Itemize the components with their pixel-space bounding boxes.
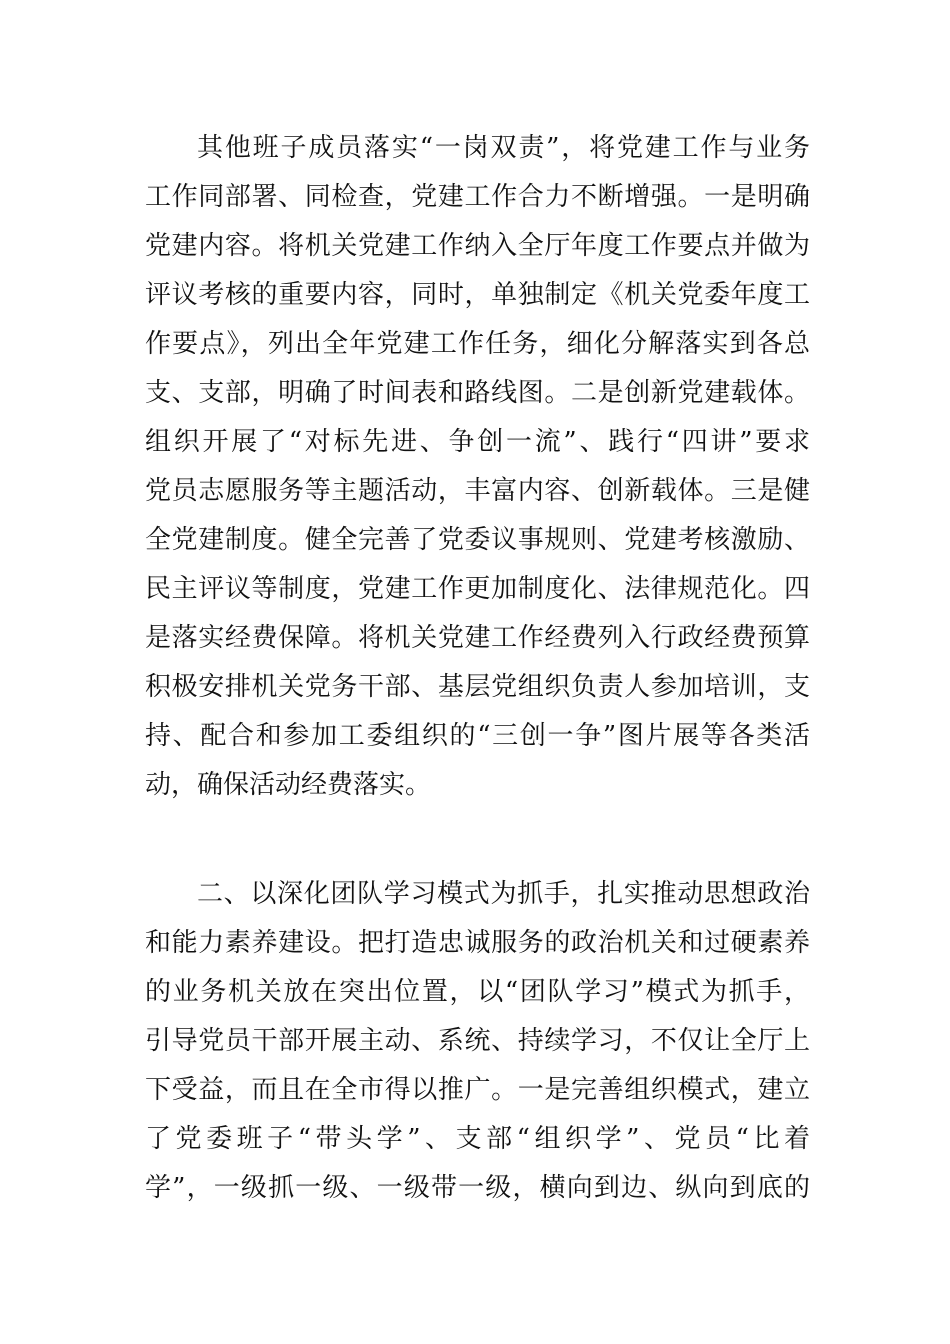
paragraph-line: 党建内容。将机关党建工作纳入全厅年度工作要点并做为: [145, 231, 810, 261]
paragraph-line: 了党委班子“带头学”、支部“组织学”、党员“比着: [145, 1124, 810, 1154]
paragraph-line: 动，确保活动经费落实。: [145, 770, 432, 800]
paragraph-line: 工作同部署、同检查，党建工作合力不断增强。一是明确: [145, 182, 810, 212]
paragraph-line: 积极安排机关党务干部、基层党组织负责人参加培训，支: [145, 672, 810, 702]
paragraph-line: 的业务机关放在突出位置，以“团队学习”模式为抓手，: [145, 977, 810, 1007]
paragraph-line: 全党建制度。健全完善了党委议事规则、党建考核激励、: [145, 525, 810, 555]
paragraph-line: 其他班子成员落实“一岗双责”，将党建工作与业务: [197, 133, 810, 163]
paragraph-line: 引导党员干部开展主动、系统、持续学习，不仅让全厅上: [145, 1026, 810, 1056]
paragraph-line: 组织开展了“对标先进、争创一流”、践行“四讲”要求: [145, 427, 810, 457]
paragraph-line: 民主评议等制度，党建工作更加制度化、法律规范化。四: [145, 574, 810, 604]
paragraph-line: 和能力素养建设。把打造忠诚服务的政治机关和过硬素养: [145, 928, 810, 958]
paragraph-line: 持、配合和参加工委组织的“三创一争”图片展等各类活: [145, 721, 810, 751]
paragraph-line: 党员志愿服务等主题活动，丰富内容、创新载体。三是健: [145, 476, 810, 506]
paragraph-line: 下受益，而且在全市得以推广。一是完善组织模式，建立: [145, 1075, 810, 1105]
paragraph-line: 作要点》，列出全年党建工作任务，细化分解落实到各总: [145, 329, 810, 359]
paragraph-line: 学”，一级抓一级、一级带一级，横向到边、纵向到底的: [145, 1173, 810, 1203]
paragraph-line: 二、以深化团队学习模式为抓手，扎实推动思想政治: [197, 879, 810, 909]
paragraph-line: 评议考核的重要内容，同时，单独制定《机关党委年度工: [145, 280, 810, 310]
paragraph-line: 支、支部，明确了时间表和路线图。二是创新党建载体。: [145, 378, 810, 408]
paragraph-line: 是落实经费保障。将机关党建工作经费列入行政经费预算: [145, 623, 810, 653]
